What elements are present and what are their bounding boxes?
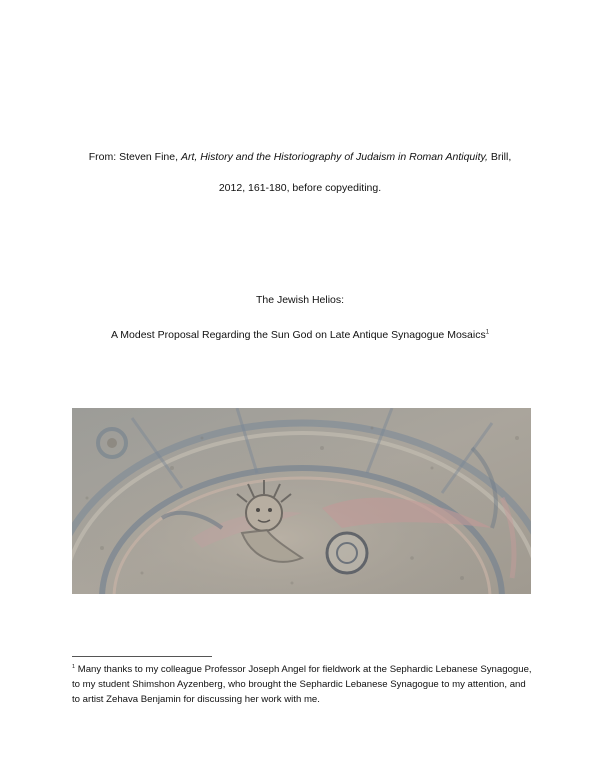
footnote-separator xyxy=(72,656,212,657)
footnote-reference: 1 xyxy=(485,329,490,336)
citation-suffix: Brill, xyxy=(487,151,512,163)
helios-mosaic-photo xyxy=(72,408,531,594)
article-subtitle xyxy=(0,328,600,342)
source-citation-line-1 xyxy=(0,150,600,164)
article-title: The Jewish Helios: xyxy=(255,294,345,306)
citation-prefix: From: Steven Fine, xyxy=(88,151,181,163)
article-subtitle-text: A Modest Proposal Regarding the Sun God on Late Antique Synagogue Mosaics xyxy=(110,329,486,341)
footnote xyxy=(72,662,534,707)
source-citation-line-2: 2012, 161-180, before copyediting. xyxy=(218,182,382,194)
footnote-number: 1 xyxy=(72,663,76,670)
footnote-text: Many thanks to my colleague Professor Joseph Angel for fieldwork at the Sephardic Lebanese Synagogue, to my student Shimshon Ayzenberg, who brought the Sephardic Lebanese Synagogue to my attention, and to artist Zehava Benjamin for discussing her work with me. xyxy=(72,664,532,705)
book-title: Art, History and the Historiography of Judaism in Roman Antiquity, xyxy=(180,151,488,163)
